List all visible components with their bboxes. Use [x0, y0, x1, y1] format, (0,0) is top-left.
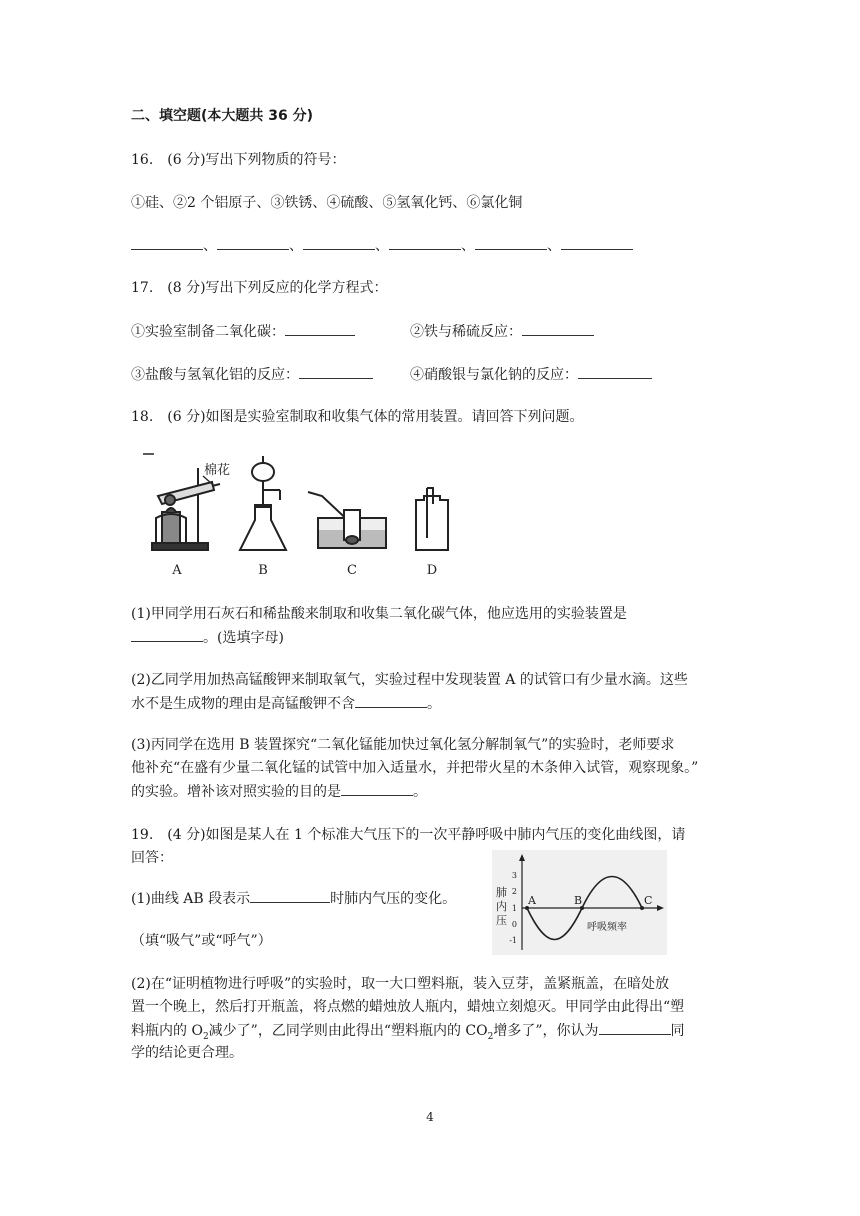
answer-blank[interactable] — [131, 235, 203, 250]
q18-sub3-line1: (3)丙同学在选用 B 装置探究“二氧化锰能加快过氧化氢分解制氧气”的实验时，老师要求 — [131, 737, 675, 753]
text: 减少了”，乙同学则由此得出“塑料瓶内的 CO — [208, 1023, 488, 1039]
q17-part3-text: ③盐酸与氢氧化铝的反应： — [131, 367, 299, 383]
page-number: 4 — [426, 1110, 434, 1124]
q17-part2 — [410, 321, 594, 342]
y-tick: 0 — [511, 920, 517, 929]
answer-blank[interactable] — [250, 888, 330, 903]
q16-items: ①硅、②2 个铝原子、③铁锈、④硫酸、⑤氢氧化钙、⑥氯化铜 — [131, 195, 523, 211]
q17-part1 — [131, 321, 355, 342]
answer-blank[interactable] — [475, 235, 547, 250]
q19-sub2-line1: (2)在“证明植物进行呼吸”的实验时，取一大口塑料瓶，装入豆芽，盖紧瓶盖，在暗处放 — [131, 976, 670, 992]
lung-pressure-graph — [492, 850, 667, 955]
separator: 、 — [203, 238, 217, 254]
q19-header-line2: 回答： — [131, 850, 173, 866]
q19-sub2-line2: 置一个晚上，然后打开瓶盖，将点燃的蜡烛放人瓶内，蜡烛立刻熄灭。甲同学由此得出“塑 — [131, 999, 685, 1015]
q18-sub1-line2 — [131, 627, 284, 648]
answer-blank[interactable] — [285, 321, 355, 336]
q19-sub1 — [131, 888, 456, 909]
separator: 、 — [375, 238, 389, 254]
apparatus-d — [416, 488, 448, 550]
y-label-char: 压 — [496, 914, 507, 927]
q19-sub1-hint: （填“吸气”或“呼气”） — [131, 933, 272, 949]
q19-sub1-suffix: 时肺内气压的变化。 — [330, 891, 457, 907]
lab-apparatus-figure — [140, 448, 460, 580]
q17-part2-text: ②铁与稀硫反应： — [410, 324, 522, 340]
answer-blank[interactable] — [389, 235, 461, 250]
q16-answer-blanks — [131, 235, 633, 256]
answer-blank[interactable] — [578, 364, 652, 379]
label-b: B — [258, 563, 268, 578]
label-c: C — [347, 563, 357, 578]
y-tick: 2 — [511, 887, 517, 896]
q18-sub1-line1: (1)甲同学用石灰石和稀盐酸来制取和收集二氧化碳气体，他应选用的实验装置是 — [131, 606, 627, 622]
answer-blank[interactable] — [561, 235, 633, 250]
answer-blank[interactable] — [299, 364, 373, 379]
q17-part4-text: ④硝酸银与氯化钠的反应： — [410, 367, 578, 383]
answer-blank[interactable] — [341, 781, 413, 796]
section-title: 二、填空题(本大题共 36 分) — [131, 108, 314, 124]
answer-blank[interactable] — [599, 1020, 671, 1035]
point-a-label: A — [528, 894, 536, 907]
q19-header-line1: 19. (4 分)如图是某人在 1 个标准大气压下的一次平静呼吸中肺内气压的变化曲线图，请 — [131, 827, 686, 843]
answer-blank[interactable] — [355, 693, 427, 708]
subscript: 2 — [487, 1031, 494, 1042]
q19-sub2-line4: 学的结论更合理。 — [131, 1045, 243, 1061]
point-c-label: C — [644, 894, 653, 907]
point-b-label: B — [574, 894, 583, 907]
y-tick: 3 — [511, 871, 517, 880]
period: 。 — [427, 696, 441, 712]
q17-part3 — [131, 364, 373, 385]
answer-blank[interactable] — [522, 321, 594, 336]
q18-sub2-line1: (2)乙同学用加热高锰酸钾来制取氧气，实验过程中发现装置 A 的试管口有少量水滴。这些 — [131, 672, 688, 688]
y-label-char: 肺 — [496, 886, 507, 899]
q19-sub1-text: (1)曲线 AB 段表示 — [131, 891, 251, 907]
q18-sub3-text: 的实验。增补该对照实验的目的是 — [131, 784, 341, 800]
apparatus-b — [240, 456, 286, 550]
y-tick: 1 — [511, 904, 517, 913]
period: 。 — [413, 784, 427, 800]
q18-sub2-line2 — [131, 693, 441, 714]
q18-sub3-line3 — [131, 781, 427, 802]
answer-blank[interactable] — [131, 627, 203, 642]
q18-sub3-line2: 他补充“在盛有少量二氧化锰的试管中加入适量水，并把带火星的木条伸入试管，观察现象。” — [131, 760, 699, 776]
label-a: A — [172, 563, 182, 578]
q18-header: 18. (6 分)如图是实验室制取和收集气体的常用装置。请回答下列问题。 — [131, 409, 584, 425]
separator: 、 — [461, 238, 475, 254]
text: 增多了”，你认为 — [493, 1023, 599, 1039]
q17-part1-text: ①实验室制备二氧化碳： — [131, 324, 285, 340]
answer-blank[interactable] — [303, 235, 375, 250]
label-d: D — [426, 563, 438, 578]
q16-header: 16. (6 分)写出下列物质的符号： — [131, 152, 346, 168]
y-label-char: 内 — [496, 900, 507, 913]
subscript: 2 — [202, 1031, 209, 1042]
q17-part4 — [410, 364, 652, 385]
y-tick: -1 — [509, 936, 517, 945]
separator: 、 — [289, 238, 303, 254]
answer-blank[interactable] — [217, 235, 289, 250]
y-axis-label — [496, 885, 507, 927]
apparatus-c — [308, 492, 386, 548]
separator: 、 — [547, 238, 561, 254]
q18-sub1-suffix: 。(选填字母) — [203, 630, 284, 646]
q18-sub2-text: 水不是生成物的理由是高锰酸钾不含 — [131, 696, 355, 712]
cotton-label: 棉花 — [204, 463, 231, 478]
x-axis-label: 呼吸频率 — [587, 922, 627, 933]
text: 料瓶内的 O — [131, 1023, 203, 1039]
text: 同 — [670, 1023, 685, 1039]
q17-header: 17. (8 分)写出下列反应的化学方程式： — [131, 280, 388, 296]
